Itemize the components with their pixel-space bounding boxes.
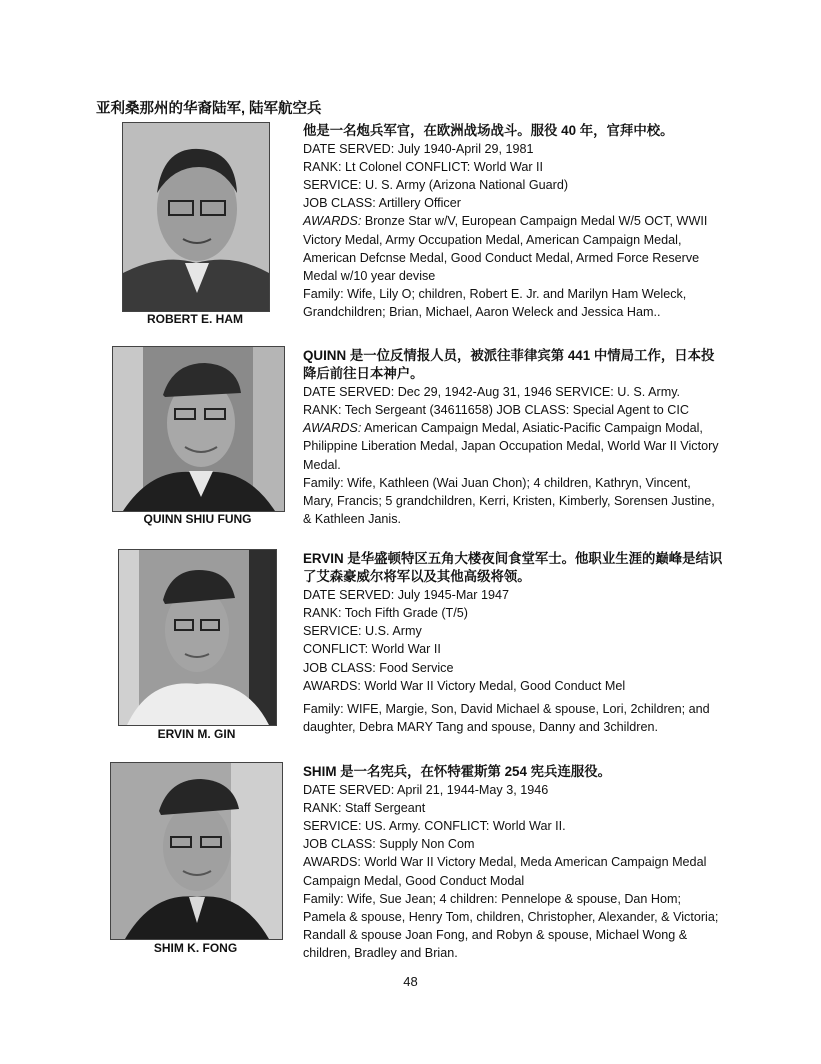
entry-line: JOB CLASS: Food Service [303,660,454,675]
entry-line: AWARDS: World War II Victory Medal, Meda American Campaign Medal Campaign Medal, Good Conduct Modal [303,855,707,888]
awards-text: Bronze Star w/V, European Campaign Medal W/5 OCT, WWII Victory Medal, Army Occupation Medal, American Campaign Medal, American Defcnse Medal, Good Conduct Medal, Armed Force Reserve Medal w/10 year devise [303,214,708,283]
awards-text: American Campaign Medal, Asiatic-Pacific Campaign Modal, Philippine Liberation Medal, Japan Occupation Medal, World War II Victory Medal. [303,421,719,472]
entry-line: SERVICE: U.S. Army [303,624,422,639]
entry-line: RANK: Toch Fifth Grade (T/5) [303,606,468,621]
portrait-photo [112,346,285,512]
portrait-photo [118,549,277,726]
entry-lead: ERVIN 是华盛顿特区五角大楼夜间食堂军士。他职业生涯的巅峰是结识了艾森豪威尔将军以及其他高级将领。 [303,551,723,585]
entry-family: Family: Wife, Kathleen (Wai Juan Chon); 4 children, Kathryn, Vincent, Mary, Francis; 5 grandchildren, Kerri, Kristen, Kimberly, Sorensen Justine, & Kathleen Janis. [303,475,715,526]
entry-line: SERVICE: U. S. Army (Arizona National Guard) [303,178,569,193]
entry-lead: 他是一名炮兵军官，在欧洲战场战斗。服役 40 年，官拜中校。 [303,123,674,138]
entry-text [303,763,723,962]
entry-line: JOB CLASS: Artillery Officer [303,196,461,211]
entry-family: Family: Wife, Lily O; children, Robert E. Jr. and Marilyn Ham Weleck, Grandchildren; Brian, Michael, Aaron Weleck and Jessica Ham.. [303,286,687,319]
entry-awards [303,419,723,473]
entry-line: RANK: Tech Sergeant (34611658) JOB CLASS: Special Agent to CIC [303,403,689,418]
entry-line: DATE SERVED: July 1945-Mar 1947 [303,588,510,603]
entry-text [303,122,723,321]
awards-label: AWARDS: [303,214,362,229]
entry-line: DATE SERVED: April 21, 1944-May 3, 1946 [303,783,549,798]
entry-line: AWARDS: World War II Victory Medal, Good Conduct Mel [303,678,626,693]
entry-awards [303,212,723,284]
portrait-photo [110,762,283,940]
entry-line: RANK: Staff Sergeant [303,801,426,816]
entry-line: CONFLICT: World War II [303,642,441,657]
entry-line: DATE SERVED: July 1940-April 29, 1981 [303,142,534,157]
entry-caption: SHIM K. FONG [153,941,238,955]
entry-lead: SHIM 是一名宪兵，在怀特霍斯第 254 宪兵连服役。 [303,764,612,779]
page-number: 48 [403,974,418,989]
entry-line: RANK: Lt Colonel CONFLICT: World War II [303,160,544,175]
entry-text [303,550,723,736]
entry-caption: QUINN SHIU FUNG [143,512,252,526]
entry-line: DATE SERVED: Dec 29, 1942-Aug 31, 1946 SERVICE: U. S. Army. [303,385,681,400]
entry-lead: QUINN 是一位反情报人员，被派往菲律宾第 441 中情局工作，日本投降后前往日本神户。 [303,348,715,382]
awards-label: AWARDS: [303,421,362,436]
portrait-photo [122,122,270,312]
entry-caption: ROBERT E. HAM [147,312,243,326]
entry-text [303,347,723,528]
entry-family: Family: Wife, Sue Jean; 4 children: Pennelope & spouse, Dan Hom; Pamela & spouse, Henry Tom, children, Christopher, Alexander, & Victoria; Randall & spouse Joan Fong, and Robyn & spouse, Michael Wong & children, Bradley and Brian. [303,891,719,960]
entry-family: Family: WIFE, Margie, Son, David Michael & spouse, Lori, 2children; and daughter, Debra MARY Tang and spouse, Danny and 3children. [303,701,710,734]
entry-line: JOB CLASS: Supply Non Com [303,837,475,852]
entry-line: SERVICE: US. Army. CONFLICT: World War II. [303,819,566,834]
page-heading: 亚利桑那州的华裔陆军, 陆军航空兵 [96,101,322,117]
entry-caption: ERVIN M. GIN [157,727,236,741]
